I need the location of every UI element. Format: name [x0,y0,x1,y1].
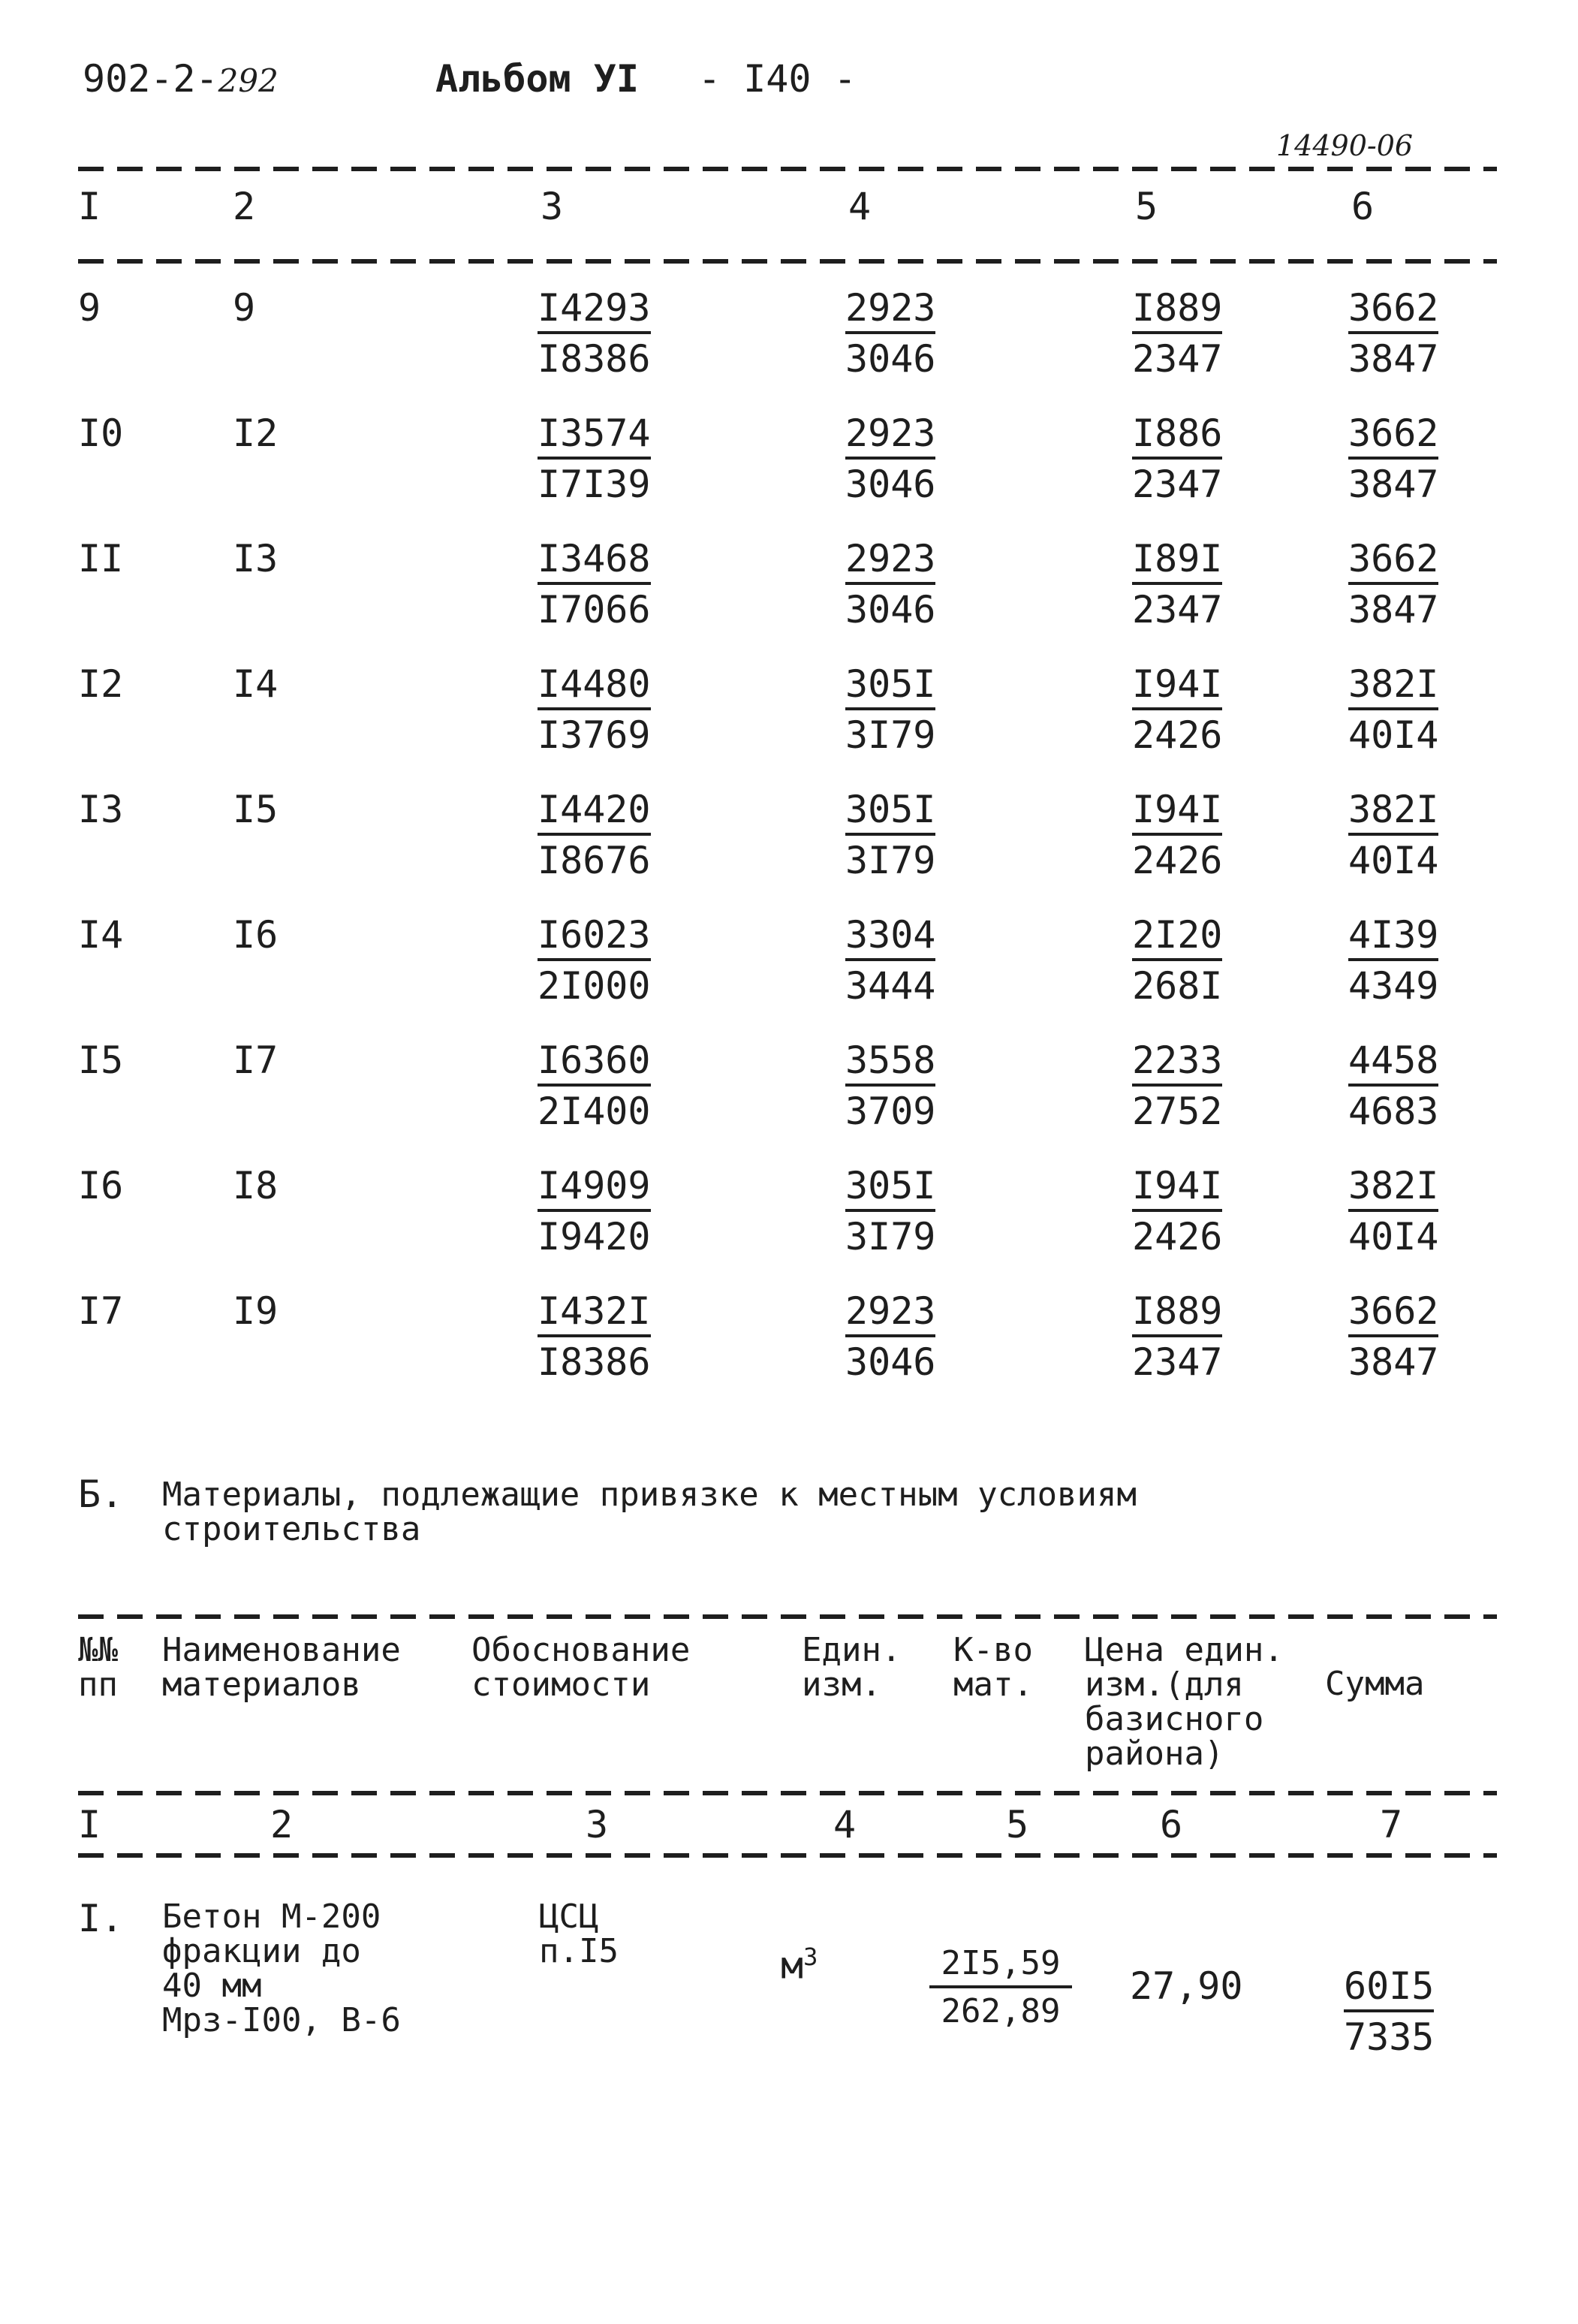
value-upper: 3558 [845,1041,935,1087]
upper-column-number-3: 3 [541,185,564,228]
value-upper: I886 [1132,414,1222,460]
value-lower: 2752 [1132,1090,1223,1133]
row-reference: I7 [233,1038,279,1082]
row-reference: I5 [233,788,279,831]
header-unit-price: Цена един. изм.(для базисного района) [1085,1631,1284,1773]
value-fraction-col4 [845,913,936,1008]
value-lower: 2I000 [538,964,651,1008]
value-lower: 2347 [1132,588,1223,631]
value-fraction-col3 [538,913,651,1008]
header-number: №№ пп [78,1631,118,1704]
lower-column-number-1: I [78,1803,101,1846]
lower-column-number-2: 2 [270,1803,294,1846]
value-upper: I889 [1132,289,1222,334]
album-label: Альбом УI [435,57,639,101]
sum-lower: 7335 [1344,2015,1435,2059]
value-fraction-col3 [538,411,651,506]
page-number: - I40 - [698,57,857,101]
value-fraction-col6 [1348,1038,1439,1133]
row-reference: I9 [233,1289,279,1333]
quantity-fraction [929,1946,1072,2029]
value-lower: 40I4 [1348,839,1439,882]
header-material-name: Наименование материалов [162,1631,401,1704]
value-fraction-col6 [1348,286,1439,381]
value-lower: I8386 [538,1340,651,1384]
value-fraction-col6 [1348,1289,1439,1384]
value-upper: 382I [1348,665,1438,710]
value-lower: 2426 [1132,1215,1223,1258]
lower-table-top-rule [78,1614,1497,1619]
value-upper: I6360 [538,1041,651,1087]
value-fraction-col3 [538,286,651,381]
lower-column-number-3: 3 [586,1803,609,1846]
value-lower: 3847 [1348,463,1439,506]
value-upper: 4I39 [1348,916,1438,961]
value-upper: I94I [1132,665,1222,710]
value-upper: I4480 [538,665,651,710]
value-lower: 3046 [845,1340,936,1384]
header-cost-basis: Обоснование стоимости [471,1631,691,1704]
value-fraction-col4 [845,1289,936,1384]
unit-price: 27,90 [1130,1964,1243,2008]
value-upper: 3304 [845,916,935,961]
value-fraction-col6 [1348,788,1439,882]
row-index: II [78,537,124,580]
value-upper: 3662 [1348,540,1438,585]
value-lower: 3046 [845,588,936,631]
value-fraction-col3 [538,537,651,631]
unit-symbol: м [781,1943,804,1988]
row-index: I0 [78,411,124,455]
value-fraction-col4 [845,537,936,631]
value-fraction-col5 [1132,662,1223,757]
quantity-upper: 2I5,59 [929,1946,1072,1988]
value-lower: 2347 [1132,1340,1223,1384]
value-upper: I3468 [538,540,651,585]
value-fraction-col5 [1132,537,1223,631]
value-lower: 2347 [1132,337,1223,381]
value-fraction-col3 [538,1038,651,1133]
value-fraction-col4 [845,1164,936,1258]
upper-column-number-2: 2 [233,185,256,228]
row-reference: I3 [233,537,279,580]
document-code [83,57,279,101]
value-upper: 3662 [1348,289,1438,334]
value-lower: 3847 [1348,588,1439,631]
value-fraction-col6 [1348,1164,1439,1258]
value-lower: 40I4 [1348,1215,1439,1258]
value-lower: I9420 [538,1215,651,1258]
value-upper: 3662 [1348,1292,1438,1337]
value-upper: 2923 [845,540,935,585]
value-lower: 3046 [845,337,936,381]
lower-column-number-4: 4 [833,1803,857,1846]
upper-column-number-1: I [78,185,101,228]
value-upper: 2923 [845,1292,935,1337]
lower-table-numbers-rule [78,1853,1497,1858]
value-lower: 2426 [1132,713,1223,757]
header-unit: Един. изм. [802,1631,902,1704]
value-fraction-col5 [1132,913,1223,1008]
row-reference: I6 [233,913,279,957]
value-lower: 3I79 [845,713,936,757]
value-lower: 3I79 [845,839,936,882]
unit-of-measure [781,1943,818,1988]
lower-table-header-rule [78,1791,1497,1795]
sum-fraction [1344,1964,1435,2059]
value-upper: 4458 [1348,1041,1438,1087]
value-upper: I432I [538,1292,651,1337]
value-upper: 3662 [1348,414,1438,460]
sum-upper: 60I5 [1344,1967,1434,2012]
document-code-printed: 902-2- [83,57,218,101]
header-sum: Сумма [1325,1665,1425,1703]
value-lower: 2347 [1132,463,1223,506]
value-fraction-col6 [1348,537,1439,631]
value-lower: 2I400 [538,1090,651,1133]
row-reference: I8 [233,1164,279,1207]
value-fraction-col4 [845,411,936,506]
archive-stamp: 14490-06 [1276,129,1414,162]
value-upper: 382I [1348,1167,1438,1212]
material-name: Бетон М-200 фракции до 40 мм Мрз-I00, В-6 [162,1897,401,2039]
value-lower: 4683 [1348,1090,1439,1133]
header-quantity: К-во мат. [953,1631,1033,1704]
value-fraction-col3 [538,1164,651,1258]
document-code-handwritten: 292 [218,62,279,99]
row-index: I6 [78,1164,124,1207]
value-lower: 3847 [1348,1340,1439,1384]
value-upper: I94I [1132,1167,1222,1212]
value-upper: 305I [845,1167,935,1212]
value-fraction-col4 [845,788,936,882]
value-upper: 305I [845,665,935,710]
value-upper: I94I [1132,791,1222,836]
row-index: 9 [78,286,101,330]
lower-column-number-5: 5 [1006,1803,1029,1846]
value-upper: 2I20 [1132,916,1222,961]
value-lower: 4349 [1348,964,1439,1008]
value-lower: 3444 [845,964,936,1008]
row-index: I7 [78,1289,124,1333]
unit-power: 3 [803,1943,818,1971]
value-fraction-col5 [1132,1164,1223,1258]
value-lower: 3847 [1348,337,1439,381]
section-b-letter: Б. [78,1472,124,1516]
row-index: I5 [78,1038,124,1082]
value-fraction-col3 [538,662,651,757]
section-b-title-line2: строительства [162,1510,421,1548]
value-lower: I7I39 [538,463,651,506]
lower-column-number-7: 7 [1380,1803,1403,1846]
value-upper: I4293 [538,289,651,334]
upper-column-number-5: 5 [1135,185,1158,228]
value-upper: 2923 [845,289,935,334]
value-lower: I8386 [538,337,651,381]
value-lower: 40I4 [1348,713,1439,757]
row-index: I3 [78,788,124,831]
value-upper: I4909 [538,1167,651,1212]
row-index: I2 [78,662,124,706]
value-upper: 2233 [1132,1041,1222,1087]
upper-column-number-4: 4 [848,185,872,228]
upper-table-top-rule [78,167,1497,171]
value-fraction-col3 [538,1289,651,1384]
value-fraction-col6 [1348,913,1439,1008]
value-lower: I7066 [538,588,651,631]
upper-table-header-rule [78,259,1497,264]
value-upper: I6023 [538,916,651,961]
value-lower: I3769 [538,713,651,757]
value-lower: 3046 [845,463,936,506]
value-fraction-col3 [538,788,651,882]
value-fraction-col6 [1348,662,1439,757]
row-reference: I4 [233,662,279,706]
value-lower: 3I79 [845,1215,936,1258]
value-fraction-col5 [1132,1038,1223,1133]
value-lower: I8676 [538,839,651,882]
value-upper: 305I [845,791,935,836]
value-fraction-col5 [1132,411,1223,506]
row-index: I4 [78,913,124,957]
value-lower: 268I [1132,964,1223,1008]
value-upper: 382I [1348,791,1438,836]
cost-basis: ЦСЦ п.I5 [539,1897,619,1970]
upper-column-number-6: 6 [1351,185,1375,228]
section-b-title-line1: Материалы, подлежащие привязке к местным условиям [162,1475,1137,1514]
value-upper: 2923 [845,414,935,460]
row-number: I. [78,1897,124,1940]
value-fraction-col4 [845,1038,936,1133]
value-fraction-col4 [845,662,936,757]
value-upper: I889 [1132,1292,1222,1337]
value-fraction-col4 [845,286,936,381]
value-upper: I89I [1132,540,1222,585]
value-lower: 2426 [1132,839,1223,882]
value-fraction-col6 [1348,411,1439,506]
lower-column-number-6: 6 [1160,1803,1183,1846]
quantity-lower: 262,89 [941,1992,1061,2030]
value-fraction-col5 [1132,286,1223,381]
row-reference: I2 [233,411,279,455]
value-upper: I4420 [538,791,651,836]
value-fraction-col5 [1132,788,1223,882]
value-fraction-col5 [1132,1289,1223,1384]
value-upper: I3574 [538,414,651,460]
value-lower: 3709 [845,1090,936,1133]
row-reference: 9 [233,286,256,330]
